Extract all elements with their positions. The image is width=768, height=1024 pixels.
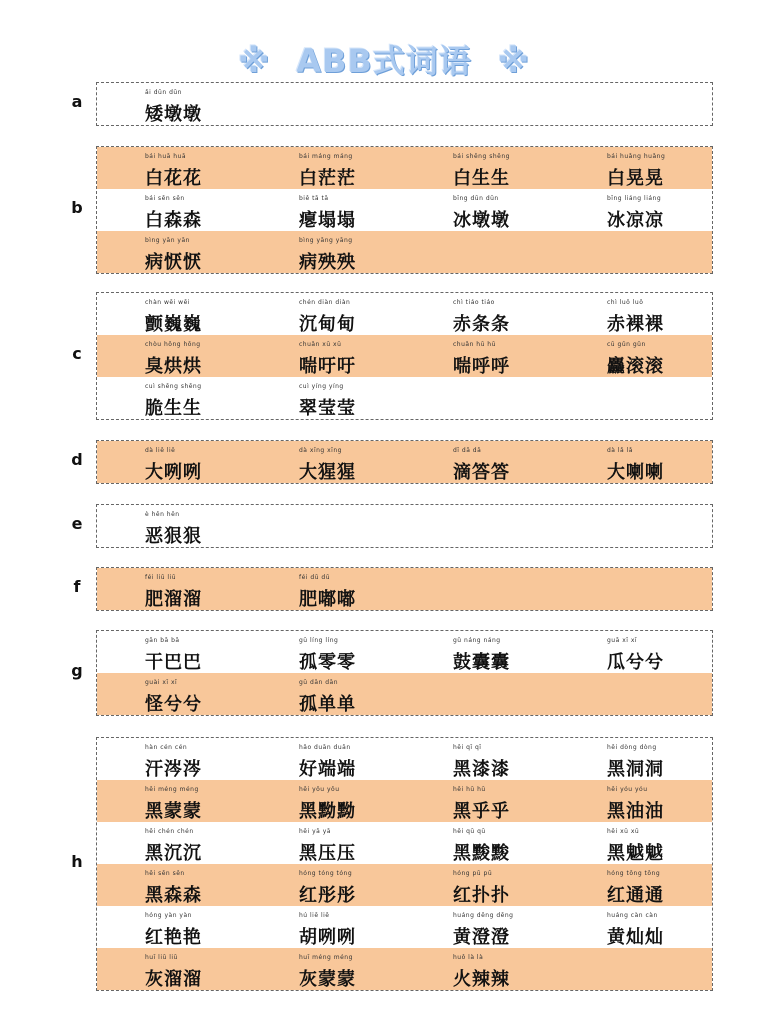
pinyin-text: cuì yíng yíng (299, 383, 344, 390)
hanzi-word: 白晃晃 (607, 168, 664, 189)
pinyin-text: hēi sēn sēn (145, 870, 185, 877)
word-row (97, 780, 712, 822)
hanzi-word: 肥溜溜 (145, 589, 202, 610)
word-row (97, 673, 712, 715)
hanzi-word: 红扑扑 (453, 885, 510, 906)
word-row (97, 568, 712, 610)
word-item (607, 780, 757, 822)
pinyin-text: hēi hū hū (453, 786, 486, 793)
pinyin-text: huáng càn càn (607, 912, 658, 919)
pinyin-text: hóng pū pū (453, 870, 493, 877)
word-item (299, 780, 449, 822)
pinyin-text: dà lǎ lǎ (607, 447, 633, 454)
word-row (97, 147, 712, 189)
hanzi-word: 瓜兮兮 (607, 652, 664, 673)
hanzi-word: 瘪塌塌 (299, 210, 356, 231)
word-row (97, 441, 712, 483)
word-item (607, 864, 757, 906)
pinyin-text: hēi yóu yóu (607, 786, 648, 793)
word-item (299, 377, 449, 419)
word-item (607, 906, 757, 948)
word-item (453, 738, 603, 780)
word-row (97, 864, 712, 906)
word-row (97, 189, 712, 231)
pinyin-text: hóng yàn yàn (145, 912, 192, 919)
pinyin-text: chuǎn xū xū (299, 341, 342, 348)
word-item (145, 780, 295, 822)
hanzi-word: 黑压压 (299, 843, 356, 864)
hanzi-word: 红艳艳 (145, 927, 202, 948)
pinyin-text: hēi chén chén (145, 828, 194, 835)
hanzi-word: 黑魆魆 (607, 843, 664, 864)
hanzi-word: 恶狠狠 (145, 526, 202, 547)
word-item (607, 189, 757, 231)
pinyin-text: è hěn hěn (145, 511, 180, 518)
hanzi-word: 白生生 (453, 168, 510, 189)
pinyin-text: gū dān dān (299, 679, 339, 686)
pinyin-text: hàn cén cén (145, 744, 188, 751)
word-item (299, 738, 449, 780)
hanzi-word: 病恹恹 (145, 252, 202, 273)
hanzi-word: 火辣辣 (453, 969, 510, 990)
word-item (453, 822, 603, 864)
pinyin-text: bái huā huā (145, 153, 187, 160)
pinyin-text: bái shēng shēng (453, 153, 510, 160)
pinyin-text: gān bā bā (145, 637, 180, 644)
pinyin-text: bìng yāng yāng (299, 237, 353, 244)
word-item (145, 83, 295, 125)
word-item (299, 293, 449, 335)
pinyin-text: cuì shēng shēng (145, 383, 202, 390)
pinyin-text: dī dā dā (453, 447, 482, 454)
hanzi-word: 喘吁吁 (299, 356, 356, 377)
word-group-g (96, 630, 713, 716)
page-title (0, 36, 768, 82)
pinyin-text: hóng tōng tōng (607, 870, 661, 877)
hanzi-word: 好端端 (299, 759, 356, 780)
pinyin-text: hēi dòng dòng (607, 744, 657, 751)
word-row (97, 738, 712, 780)
word-item (299, 335, 449, 377)
word-group-c (96, 292, 713, 420)
pinyin-text: gū líng líng (299, 637, 339, 644)
word-group-a (96, 82, 713, 126)
word-item (145, 147, 295, 189)
word-row (97, 293, 712, 335)
word-item (145, 377, 295, 419)
pinyin-text: bái máng máng (299, 153, 353, 160)
word-item (145, 335, 295, 377)
pinyin-text: hēi qū qū (453, 828, 486, 835)
word-item (145, 673, 295, 715)
word-item (299, 948, 449, 990)
pinyin-text: chì tiáo tiáo (453, 299, 495, 306)
hanzi-word: 冰凉凉 (607, 210, 664, 231)
group-label-c: c (72, 344, 82, 363)
word-item (299, 568, 449, 610)
title-text: ABB式词语 (296, 42, 472, 80)
word-item (299, 441, 449, 483)
word-item (453, 441, 603, 483)
word-item (145, 948, 295, 990)
reference-mark-right: ※ (497, 42, 530, 80)
pinyin-text: ǎi dūn dūn (145, 89, 182, 96)
hanzi-word: 干巴巴 (145, 652, 202, 673)
pinyin-text: guā xī xī (607, 637, 638, 644)
word-row (97, 335, 712, 377)
hanzi-word: 赤裸裸 (607, 314, 664, 335)
word-row (97, 822, 712, 864)
word-item (145, 738, 295, 780)
word-item (299, 906, 449, 948)
pinyin-text: guài xī xī (145, 679, 178, 686)
word-row (97, 906, 712, 948)
hanzi-word: 胡咧咧 (299, 927, 356, 948)
word-item (145, 864, 295, 906)
word-item (607, 335, 757, 377)
word-row (97, 948, 712, 990)
hanzi-word: 大喇喇 (607, 462, 664, 483)
pinyin-text: gǔ náng náng (453, 637, 501, 644)
pinyin-text: hǎo duān duān (299, 744, 351, 751)
word-item (453, 948, 603, 990)
word-group-h (96, 737, 713, 991)
word-row (97, 377, 712, 419)
reference-mark-left: ※ (238, 42, 271, 80)
hanzi-word: 病殃殃 (299, 252, 356, 273)
pinyin-text: hēi yā yā (299, 828, 331, 835)
group-label-a: a (71, 92, 83, 111)
hanzi-word: 黑乎乎 (453, 801, 510, 822)
pinyin-text: féi liū liū (145, 574, 177, 581)
pinyin-text: huǒ là là (453, 954, 484, 961)
hanzi-word: 白花花 (145, 168, 202, 189)
hanzi-word: 喘呼呼 (453, 356, 510, 377)
hanzi-word: 肥嘟嘟 (299, 589, 356, 610)
word-item (607, 147, 757, 189)
word-item (145, 441, 295, 483)
pinyin-text: féi dū dū (299, 574, 331, 581)
word-item (145, 189, 295, 231)
pinyin-text: chuǎn hū hū (453, 341, 496, 348)
hanzi-word: 矮墩墩 (145, 104, 202, 125)
hanzi-word: 颤巍巍 (145, 314, 202, 335)
word-item (607, 293, 757, 335)
hanzi-word: 鼓囊囊 (453, 652, 510, 673)
pinyin-text: biě tā tā (299, 195, 329, 202)
hanzi-word: 黑漆漆 (453, 759, 510, 780)
word-item (299, 631, 449, 673)
word-item (453, 293, 603, 335)
pinyin-text: chòu hōng hōng (145, 341, 201, 348)
hanzi-word: 黑森森 (145, 885, 202, 906)
group-label-h: h (71, 852, 83, 871)
hanzi-word: 黄灿灿 (607, 927, 664, 948)
pinyin-text: hóng tóng tóng (299, 870, 353, 877)
word-item (607, 738, 757, 780)
hanzi-word: 翠莹莹 (299, 398, 356, 419)
hanzi-word: 怪兮兮 (145, 694, 202, 715)
pinyin-text: bīng dūn dūn (453, 195, 499, 202)
hanzi-word: 麤滚滚 (607, 356, 664, 377)
hanzi-word: 黑黝黝 (299, 801, 356, 822)
hanzi-word: 黑沉沉 (145, 843, 202, 864)
word-item (145, 568, 295, 610)
word-item (145, 293, 295, 335)
hanzi-word: 灰溜溜 (145, 969, 202, 990)
word-group-f (96, 567, 713, 611)
hanzi-word: 沉甸甸 (299, 314, 356, 335)
word-item (453, 631, 603, 673)
word-item (453, 189, 603, 231)
hanzi-word: 汗涔涔 (145, 759, 202, 780)
pinyin-text: bái sēn sēn (145, 195, 185, 202)
group-label-e: e (71, 514, 83, 533)
hanzi-word: 灰蒙蒙 (299, 969, 356, 990)
group-label-b: b (71, 198, 83, 217)
word-item (145, 505, 295, 547)
hanzi-word: 臭烘烘 (145, 356, 202, 377)
pinyin-text: huáng dēng dēng (453, 912, 514, 919)
hanzi-word: 黑蒙蒙 (145, 801, 202, 822)
pinyin-text: huī liū liū (145, 954, 178, 961)
pinyin-text: hēi yǒu yǒu (299, 786, 340, 793)
hanzi-word: 白茫茫 (299, 168, 356, 189)
word-item (607, 631, 757, 673)
word-item (607, 441, 757, 483)
word-row (97, 505, 712, 547)
group-label-g: g (71, 661, 83, 680)
hanzi-word: 大猩猩 (299, 462, 356, 483)
word-item (453, 335, 603, 377)
pinyin-text: chén diàn diàn (299, 299, 351, 306)
pinyin-text: hēi xū xū (607, 828, 640, 835)
hanzi-word: 赤条条 (453, 314, 510, 335)
group-label-f: f (73, 577, 81, 596)
word-item (145, 906, 295, 948)
word-item (453, 147, 603, 189)
hanzi-word: 黑洞洞 (607, 759, 664, 780)
group-label-d: d (71, 450, 83, 469)
hanzi-word: 大咧咧 (145, 462, 202, 483)
pinyin-text: chì luǒ luǒ (607, 299, 644, 306)
pinyin-text: hēi qī qī (453, 744, 482, 751)
hanzi-word: 黄澄澄 (453, 927, 510, 948)
hanzi-word: 黑油油 (607, 801, 664, 822)
word-row (97, 231, 712, 273)
word-item (145, 631, 295, 673)
hanzi-word: 黑黢黢 (453, 843, 510, 864)
pinyin-text: dà liě liě (145, 447, 176, 454)
word-item (299, 147, 449, 189)
pinyin-text: bìng yān yān (145, 237, 190, 244)
hanzi-word: 孤零零 (299, 652, 356, 673)
word-item (299, 189, 449, 231)
word-group-e (96, 504, 713, 548)
hanzi-word: 白森森 (145, 210, 202, 231)
word-item (145, 822, 295, 864)
pinyin-text: bīng liáng liáng (607, 195, 662, 202)
pinyin-text: huī méng méng (299, 954, 353, 961)
hanzi-word: 滴答答 (453, 462, 510, 483)
word-item (453, 906, 603, 948)
word-item (607, 822, 757, 864)
hanzi-word: 红彤彤 (299, 885, 356, 906)
pinyin-text: chàn wēi wēi (145, 299, 190, 306)
hanzi-word: 红通通 (607, 885, 664, 906)
word-item (453, 780, 603, 822)
word-item (453, 864, 603, 906)
pinyin-text: bái huǎng huǎng (607, 153, 666, 160)
hanzi-word: 脆生生 (145, 398, 202, 419)
word-group-d (96, 440, 713, 484)
word-item (299, 673, 449, 715)
hanzi-word: 冰墩墩 (453, 210, 510, 231)
hanzi-word: 孤单单 (299, 694, 356, 715)
word-row (97, 83, 712, 125)
pinyin-text: dà xīng xīng (299, 447, 342, 454)
word-row (97, 631, 712, 673)
word-group-b (96, 146, 713, 274)
word-item (299, 864, 449, 906)
word-item (299, 822, 449, 864)
pinyin-text: hú liē liē (299, 912, 330, 919)
pinyin-text: cū gǔn gǔn (607, 341, 646, 348)
word-item (299, 231, 449, 273)
pinyin-text: hēi méng méng (145, 786, 199, 793)
word-item (145, 231, 295, 273)
